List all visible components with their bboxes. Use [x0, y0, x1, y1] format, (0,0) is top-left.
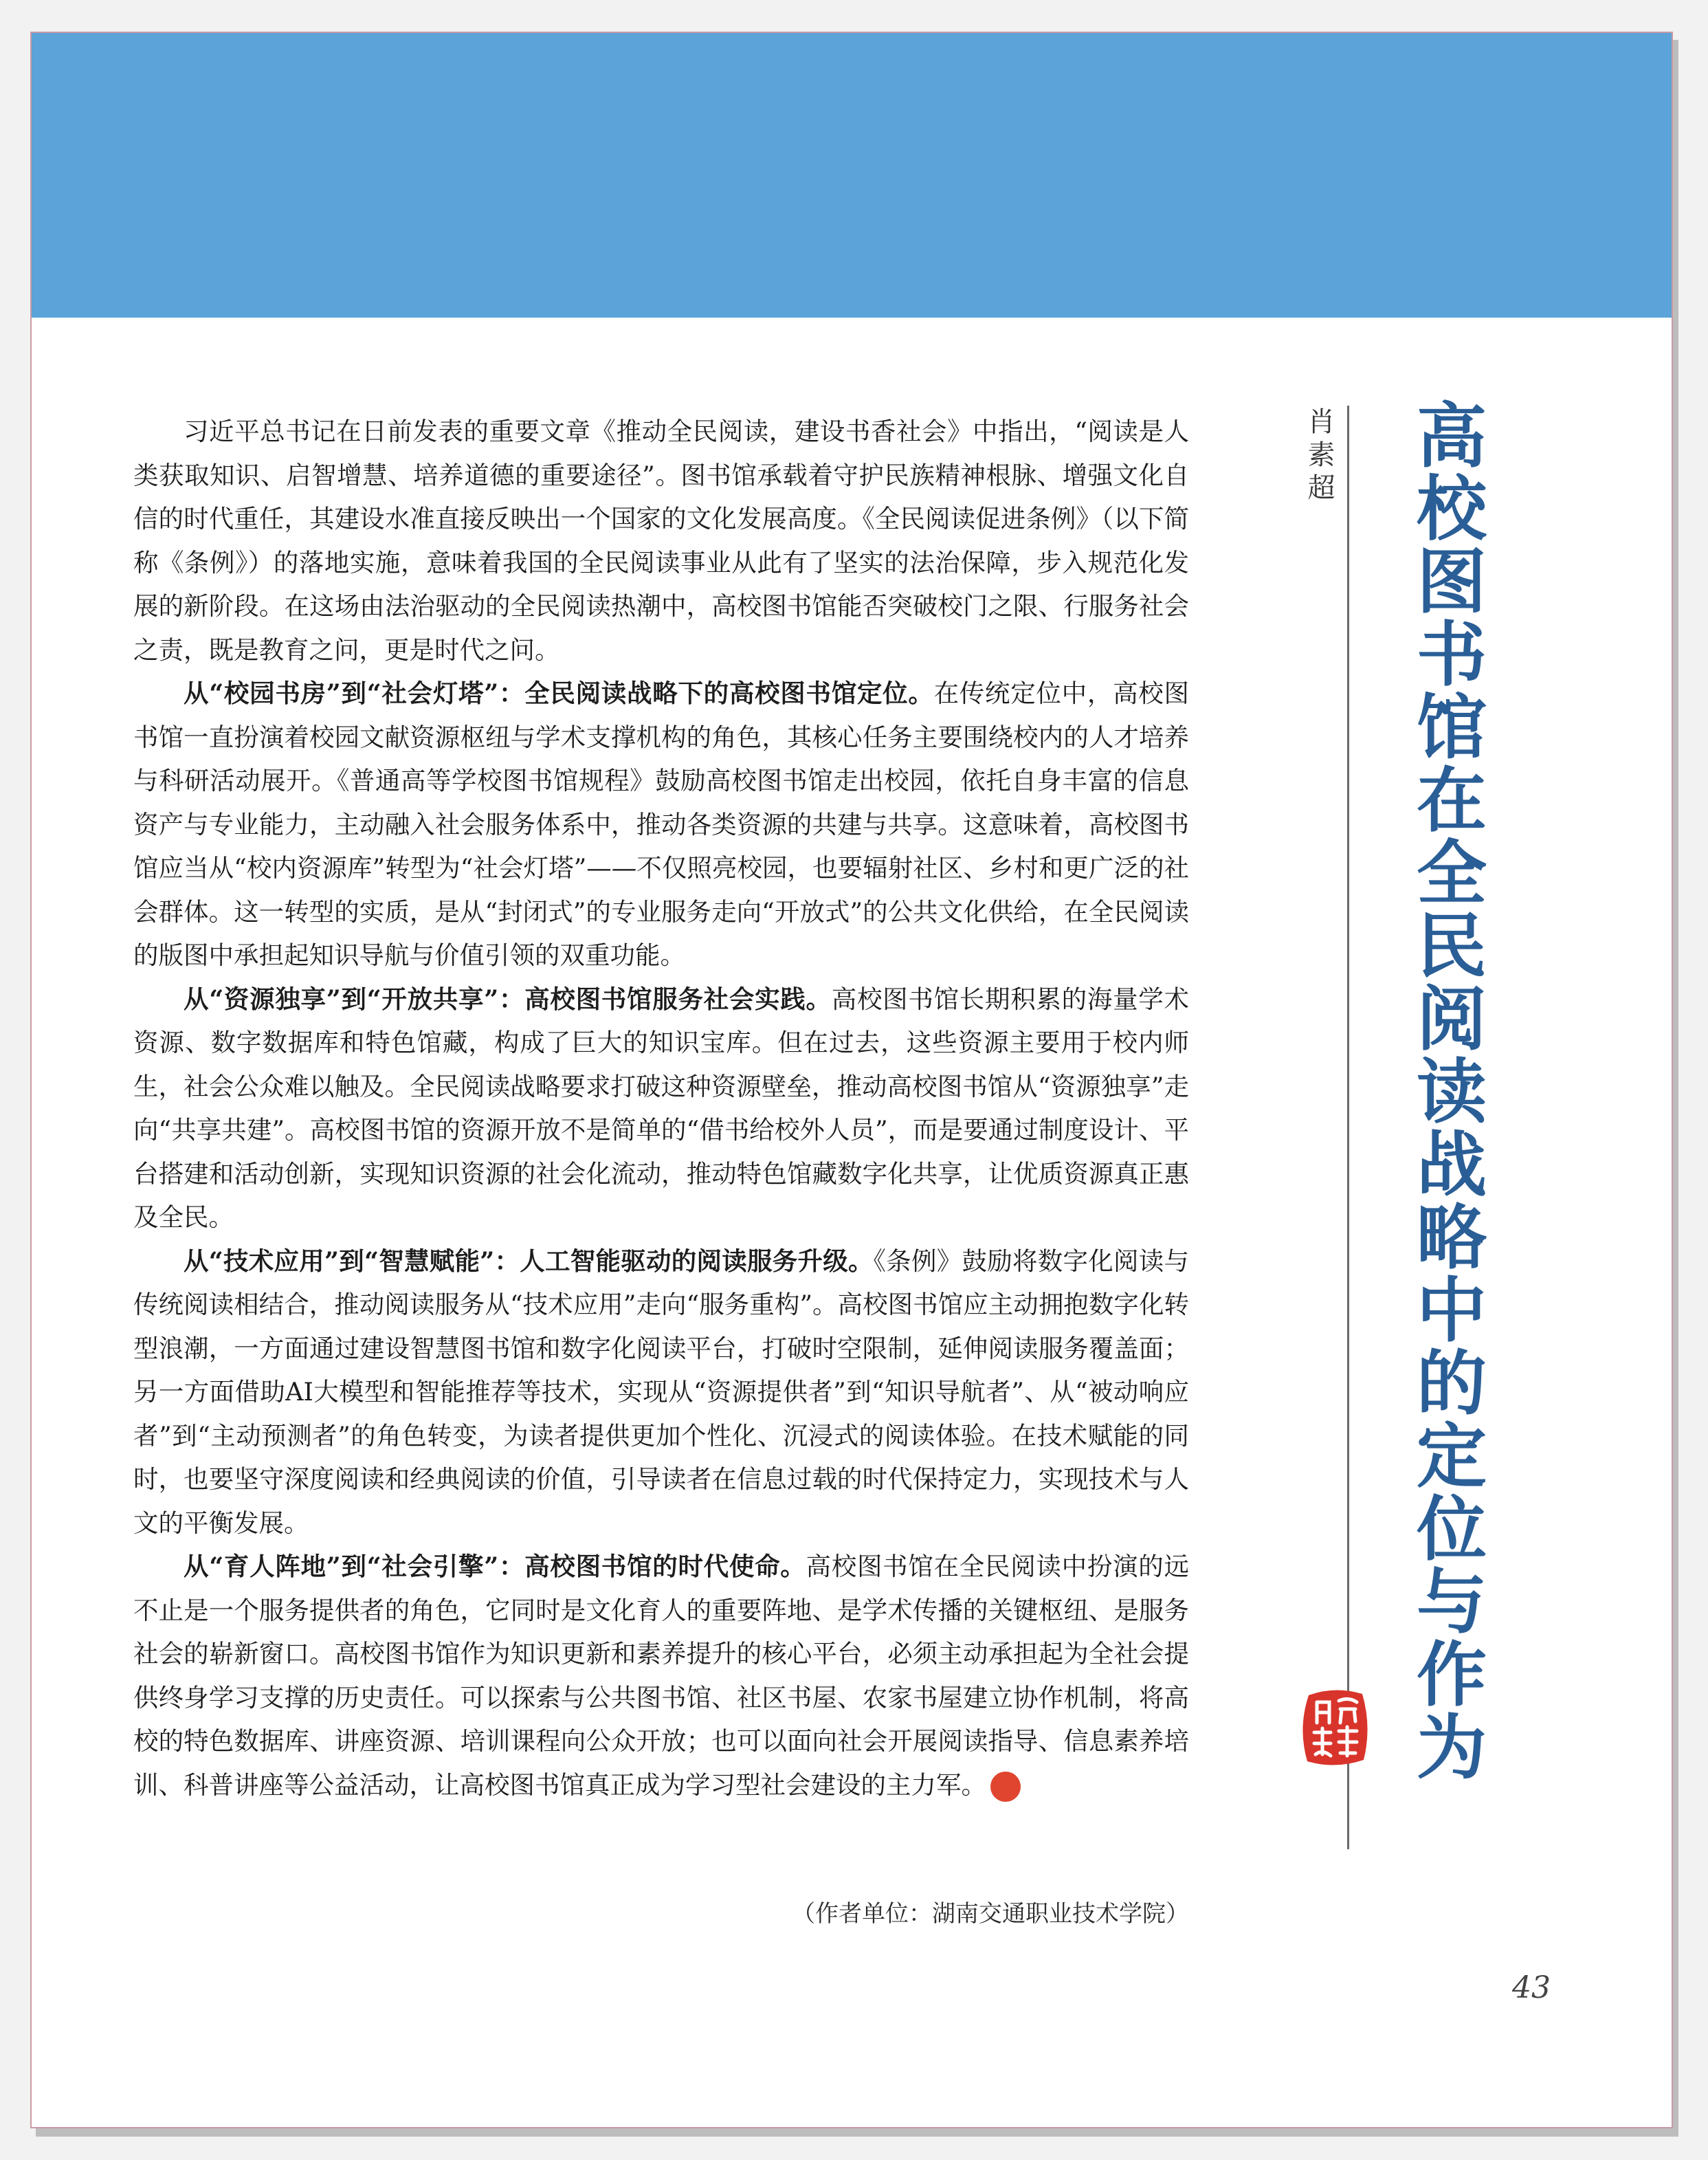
seal-logo-icon: [1299, 1687, 1371, 1768]
paragraph-heading: 从“技术应用”到“智慧赋能”：人工智能驱动的阅读服务升级。: [184, 1246, 874, 1276]
paragraph-5: 从“育人阵地”到“社会引擎”：高校图书馆的时代使命。高校图书馆在全民阅读中扮演的远不止是一个服务提供者的角色，它同时是文化育人的重要阵地、是学术传播的关键枢纽、是服务社会的崭新窗口。高校图书馆作为知识更新和素养提升的核心平台，必须主动承担起为全社会提供终身学习支撑的历史责任。可以探索与公共图书馆、社区书屋、农家书屋建立协作机制，将高校的特色数据库、讲座资源、培训课程向公众开放；也可以面向社会开展阅读指导、信息素养培训、科普讲座等公益活动，让高校图书馆真正成为学习型社会建设的主力军。 n: [133, 1545, 1189, 1807]
author-name: 肖素超: [1303, 407, 1335, 506]
article-body: [133, 410, 1189, 1807]
paragraph-1: 习近平总书记在日前发表的重要文章《推动全民阅读，建设书香社会》中指出，“阅读是人类获取知识、启智增慧、培养道德的重要途径”。图书馆承载着守护民族精神根脉、增强文化自信的时代重任，其建设水准直接反映出一个国家的文化发展高度。《全民阅读促进条例》（以下简称《条例》）的落地实施，意味着我国的全民阅读事业从此有了坚实的法治保障，步入规范化发展的新阶段。在这场由法治驱动的全民阅读热潮中，高校图书馆能否突破校门之限、行服务社会之责，既是教育之问，更是时代之问。: [133, 417, 1189, 665]
paragraph-3: 从“资源独享”到“开放共享”：高校图书馆服务社会实践。高校图书馆长期积累的海量学术资源、数字数据库和特色馆藏，构成了巨大的知识宝库。但在过去，这些资源主要用于校内师生，社会公众难以触及。全民阅读战略要求打破这种资源壁垒，推动高校图书馆从“资源独享”走向“共享共建”。高校图书馆的资源开放不是简单的“借书给校外人员”，而是要通过制度设计、平台搭建和活动创新，实现知识资源的社会化流动，推动特色馆藏数字化共享，让优质资源真正惠及全民。: [133, 984, 1190, 1232]
paragraph-4: 从“技术应用”到“智慧赋能”：人工智能驱动的阅读服务升级。《条例》鼓励将数字化阅读与传统阅读相结合，推动阅读服务从“技术应用”走向“服务重构”。高校图书馆应主动拥抱数字化转型浪潮，一方面通过建设智慧图书馆和数字化阅读平台，打破时空限制，延伸阅读服务覆盖面；另一方面借助AI大模型和智能推荐等技术，实现从“资源提供者”到“知识导航者”、从“被动响应者”到“主动预测者”的角色转变，为读者提供更加个性化、沉浸式的阅读体验。在技术赋能的同时，也要坚守深度阅读和经典阅读的价值，引导读者在信息过载的时代保持定力，实现技术与人文的平衡发展。: [133, 1246, 1190, 1538]
title-divider: [1347, 406, 1349, 1849]
paragraph-2: 从“校园书房”到“社会灯塔”：全民阅读战略下的高校图书馆定位。在传统定位中，高校图书馆一直扮演着校园文献资源枢纽与学术支撑机构的角色，其核心任务主要围绕校内的人才培养与科研活动展开。《普通高等学校图书馆规程》鼓励高校图书馆走出校园，依托自身丰富的信息资产与专业能力，主动融入社会服务体系中，推动各类资源的共建与共享。这意味着，高校图书馆应当从“校内资源库”转型为“社会灯塔”——不仅照亮校园，也要辐射社区、乡村和更广泛的社会群体。这一转型的实质，是从“封闭式”的专业服务走向“开放式”的公共文化供给，在全民阅读的版图中承担起知识导航与价值引领的双重功能。: [133, 679, 1189, 970]
page-number: 43: [1512, 1970, 1551, 2005]
paragraph-heading: 从“育人阵地”到“社会引擎”：高校图书馆的时代使命。: [184, 1552, 806, 1581]
paragraph-heading: 从“校园书房”到“社会灯塔”：全民阅读战略下的高校图书馆定位。: [184, 679, 934, 708]
paragraph-heading: 从“资源独享”到“开放共享”：高校图书馆服务社会实践。: [184, 984, 832, 1014]
end-mark-icon: n: [990, 1772, 1021, 1802]
article-title: 高校图书馆在全民阅读战略中的定位与作为: [1405, 399, 1487, 1783]
author-affiliation: （作者单位：湖南交通职业技术学院）: [792, 1900, 1189, 1928]
header-color-band: [32, 33, 1672, 318]
